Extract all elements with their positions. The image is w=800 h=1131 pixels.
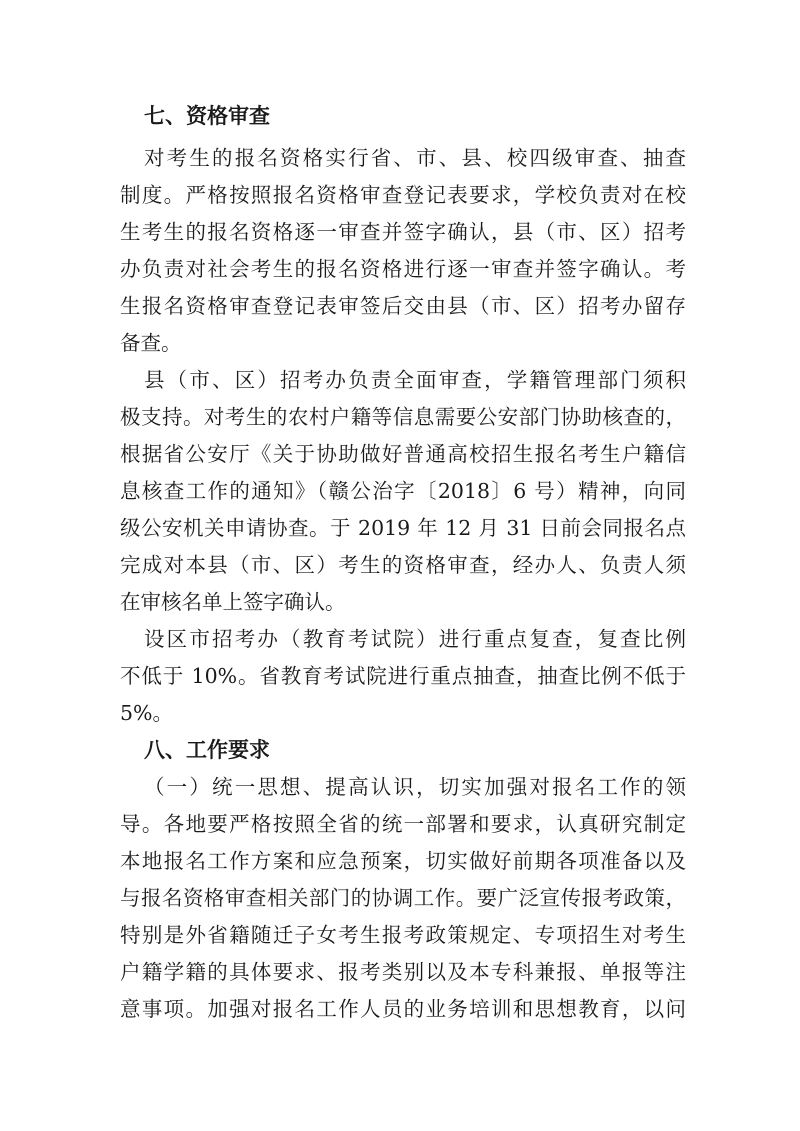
paragraph-line: 县（市、区）招考办负责全面审查，学籍管理部门须积 <box>144 368 686 392</box>
paragraph-line: 意事项。加强对报名工作人员的业务培训和思想教育，以问 <box>120 997 686 1021</box>
paragraph-line: 级公安机关申请协查。于 2019 年 12 月 31 日前会同报名点 <box>120 516 686 540</box>
paragraph-line: 备查。 <box>120 331 182 355</box>
paragraph-line: 息核查工作的通知》（赣公治字〔2018〕6 号）精神，向同 <box>120 479 686 503</box>
paragraph-line: 根据省公安厅《关于协助做好普通高校招生报名考生户籍信 <box>120 442 686 466</box>
paragraph-line: 户籍学籍的具体要求、报考类别以及本专科兼报、单报等注 <box>120 960 686 984</box>
paragraph-line: 制度。严格按照报名资格审查登记表要求，学校负责对在校 <box>120 183 686 207</box>
paragraph-line: 在审核名单上签字确认。 <box>120 590 346 614</box>
paragraph-line: 与报名资格审查相关部门的协调工作。要广泛宣传报考政策， <box>120 886 686 910</box>
paragraph-line: 生报名资格审查登记表审签后交由县（市、区）招考办留存 <box>120 294 686 318</box>
section-heading: 七、资格审查 <box>144 104 270 128</box>
paragraph-line: 极支持。对考生的农村户籍等信息需要公安部门协助核查的， <box>120 405 686 429</box>
section-heading: 八、工作要求 <box>144 738 270 762</box>
paragraph-line: 完成对本县（市、区）考生的资格审查，经办人、负责人须 <box>120 553 686 577</box>
paragraph-line: 不低于 10%。省教育考试院进行重点抽查，抽查比例不低于 <box>120 664 686 688</box>
paragraph-line: 对考生的报名资格实行省、市、县、校四级审查、抽查 <box>144 146 686 170</box>
paragraph-line: （一）统一思想、提高认识，切实加强对报名工作的领 <box>144 775 686 799</box>
paragraph-line: 本地报名工作方案和应急预案，切实做好前期各项准备以及 <box>120 849 686 873</box>
paragraph-line: 5%。 <box>120 701 174 725</box>
paragraph-line: 设区市招考办（教育考试院）进行重点复查，复查比例 <box>144 627 686 651</box>
paragraph-line: 导。各地要严格按照全省的统一部署和要求，认真研究制定 <box>120 812 686 836</box>
paragraph-line: 生考生的报名资格逐一审查并签字确认，县（市、区）招考 <box>120 220 686 244</box>
paragraph-line: 特别是外省籍随迁子女考生报考政策规定、专项招生对考生 <box>120 923 686 947</box>
paragraph-line: 办负责对社会考生的报名资格进行逐一审查并签字确认。考 <box>120 257 686 281</box>
